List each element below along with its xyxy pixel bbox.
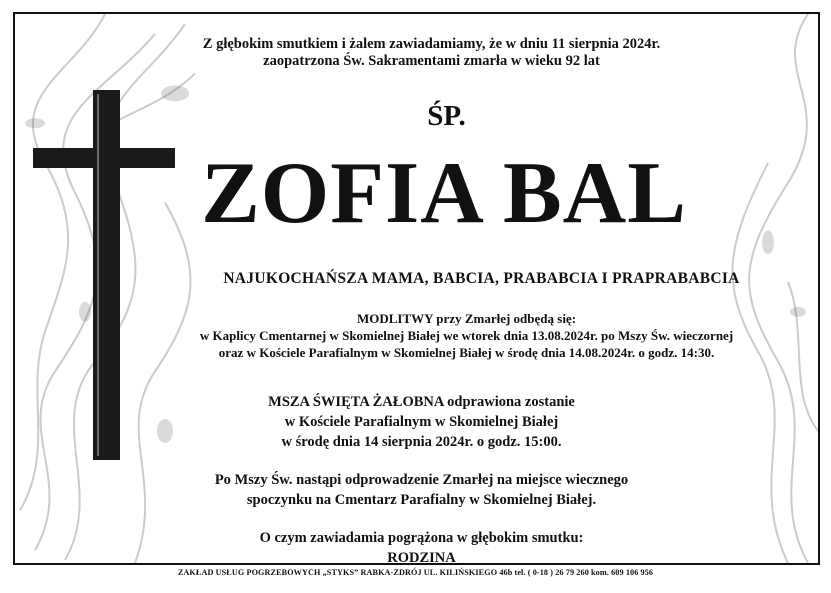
mass-line: MSZA ŚWIĘTA ŻAŁOBNA odprawiona zostanie xyxy=(268,394,575,410)
prayers-line: MODLITWY przy Zmarłej odbędą się: xyxy=(356,311,577,326)
funeral-mass-info xyxy=(115,392,728,452)
prayers-info xyxy=(155,310,778,361)
family-signature: RODZINA xyxy=(387,550,456,565)
escort-info xyxy=(115,470,728,510)
closing-line: O czym zawiadamia pogrążona w głębokim smutku: xyxy=(259,530,584,546)
escort-line: spoczynku na Cmentarz Parafialny w Skomielnej Białej. xyxy=(246,492,597,508)
prayers-line: oraz w Kościele Parafialnym w Skomielnej Białej w środę dnia 14.08.2024r. o godz. 14:30. xyxy=(218,345,715,360)
intro-line: zaopatrzona Św. Sakramentami zmarła w wieku 92 lat xyxy=(263,53,600,69)
intro-line: Z głębokim smutkiem i żalem zawiadamiamy, że w dniu 11 sierpnia 2024r. xyxy=(202,36,661,52)
escort-line: Po Mszy Św. nastąpi odprowadzenie Zmarłej na miejsce wiecznego xyxy=(214,472,629,488)
prayers-line: w Kaplicy Cmentarnej w Skomielnej Białej we wtorek dnia 13.08.2024r. po Mszy Św. wieczornej xyxy=(199,328,734,343)
obituary-frame xyxy=(13,12,820,565)
relation-line: NAJUKOCHAŃSZA MAMA, BABCIA, PRABABCIA I PRAPRABABCIA xyxy=(223,270,740,287)
mass-line: w Kościele Parafialnym w Skomielnej Białej xyxy=(284,414,559,430)
funeral-home-footer: ZAKŁAD USŁUG POGRZEBOWYCH „STYKS” RABKA-ZDRÓJ UL. KILIŃSKIEGO 46b tel. ( 0-18 ) 26 79 260 kom. 609 106 956 xyxy=(177,568,654,577)
deceased-name: ZOFIA BAL xyxy=(201,145,687,242)
closing-text xyxy=(115,528,728,565)
intro-text xyxy=(105,36,758,70)
mass-line: w środę dnia 14 sierpnia 2024r. o godz. 15:00. xyxy=(281,434,562,450)
smoke-decoration-right xyxy=(728,14,818,563)
name-prefix: ŚP. xyxy=(427,100,466,132)
